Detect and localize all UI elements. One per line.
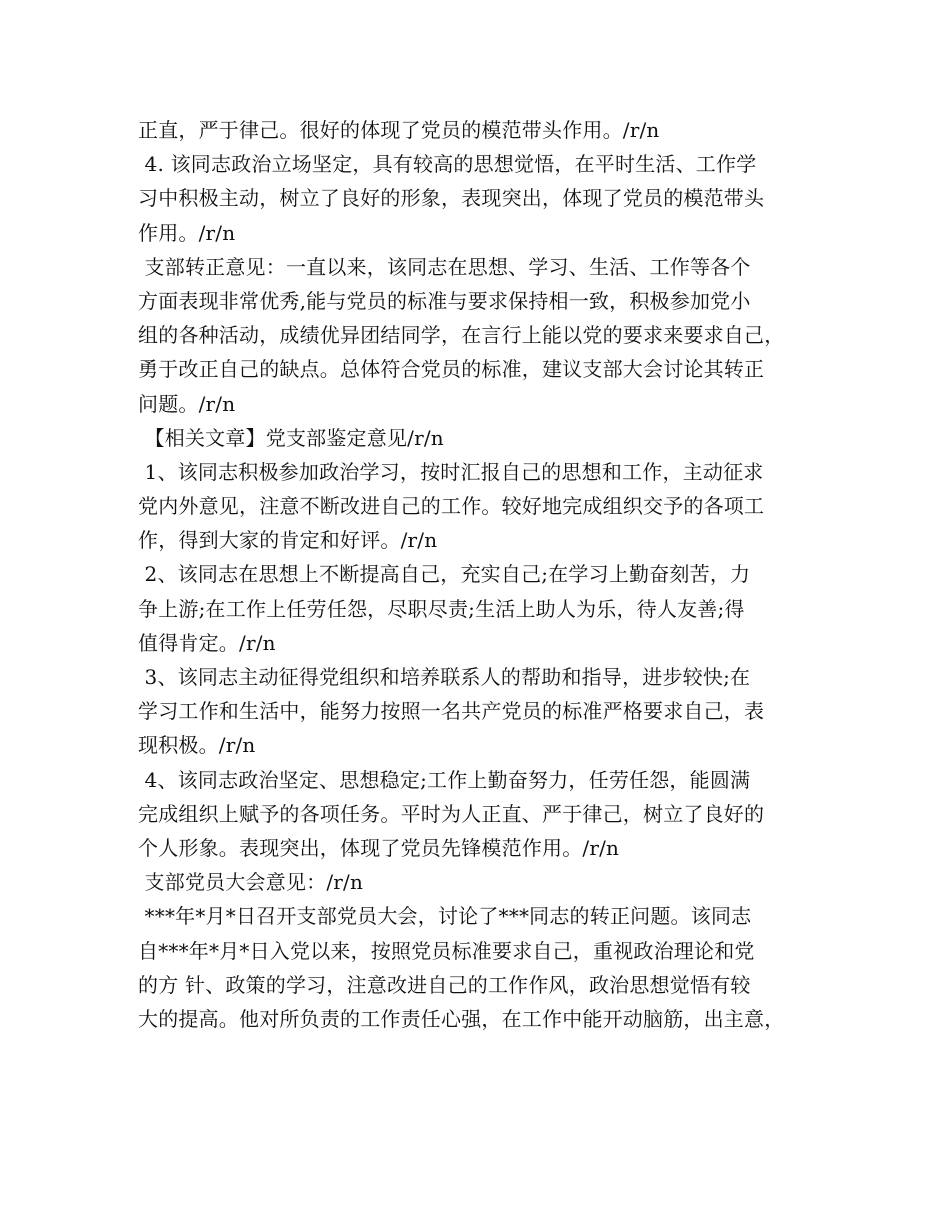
text-line: 4、该同志政治坚定、思想稳定;工作上勤奋努力，任劳任怨，能圆满 bbox=[138, 767, 751, 792]
text-line: 的方 针、政策的学习，注意改进自己的工作作风，政治思想觉悟有较 bbox=[138, 972, 751, 997]
text-line: 方面表现非常优秀,能与党员的标准与要求保持相一致，积极参加党小 bbox=[138, 288, 751, 313]
text-line: 现积极。/r/n bbox=[138, 733, 256, 758]
text-line: 个人形象。表现突出，体现了党员先锋模范作用。/r/n bbox=[138, 835, 620, 860]
text-line: 勇于改正自己的缺点。总体符合党员的标准，建议支部大会讨论其转正 bbox=[138, 357, 765, 382]
text-line: 习中积极主动，树立了良好的形象，表现突出，体现了党员的模范带头 bbox=[138, 186, 765, 211]
text-line: 作，得到大家的肯定和好评。/r/n bbox=[138, 528, 438, 553]
text-line: 支部党员大会意见：/r/n bbox=[138, 870, 364, 895]
text-line: 4. 该同志政治立场坚定，具有较高的思想觉悟，在平时生活、工作学 bbox=[138, 152, 757, 177]
text-line: 党内外意见，注意不断改进自己的工作。较好地完成组织交予的各项工 bbox=[138, 494, 765, 519]
text-line: 完成组织上赋予的各项任务。平时为人正直、严于律己，树立了良好的 bbox=[138, 801, 765, 826]
text-line: 组的各种活动，成绩优异团结同学，在言行上能以党的要求来要求自己， bbox=[138, 323, 785, 348]
text-line: 2、该同志在思想上不断提高自己，充实自己;在学习上勤奋刻苦，力 bbox=[138, 562, 751, 587]
text-line: 作用。/r/n bbox=[138, 220, 236, 245]
text-line: 值得肯定。/r/n bbox=[138, 630, 276, 655]
text-line: 【相关文章】党支部鉴定意见/r/n bbox=[138, 425, 444, 450]
text-line: 支部转正意见：一直以来，该同志在思想、学习、生活、工作等各个 bbox=[138, 254, 751, 279]
document-body bbox=[138, 113, 828, 1036]
text-line: 自***年*月*日入党以来，按照党员标准要求自己，重视政治理论和党 bbox=[138, 938, 755, 963]
text-line: 争上游;在工作上任劳任怨，尽职尽责;生活上助人为乐，待人友善;得 bbox=[138, 596, 745, 621]
text-line: 1、该同志积极参加政治学习，按时汇报自己的思想和工作，主动征求 bbox=[138, 459, 764, 484]
text-line: ***年*月*日召开支部党员大会，讨论了***同志的转正问题。该同志 bbox=[138, 904, 752, 929]
text-line: 3、该同志主动征得党组织和培养联系人的帮助和指导，进步较快;在 bbox=[138, 665, 751, 689]
text-line: 大的提高。他对所负责的工作责任心强，在工作中能开动脑筋，出主意， bbox=[138, 1006, 785, 1031]
text-line: 问题。/r/n bbox=[138, 391, 236, 416]
text-line: 正直，严于律己。很好的体现了党员的模范带头作用。/r/n bbox=[138, 118, 660, 142]
text-line: 学习工作和生活中，能努力按照一名共产党员的标准严格要求自己，表 bbox=[138, 699, 765, 724]
